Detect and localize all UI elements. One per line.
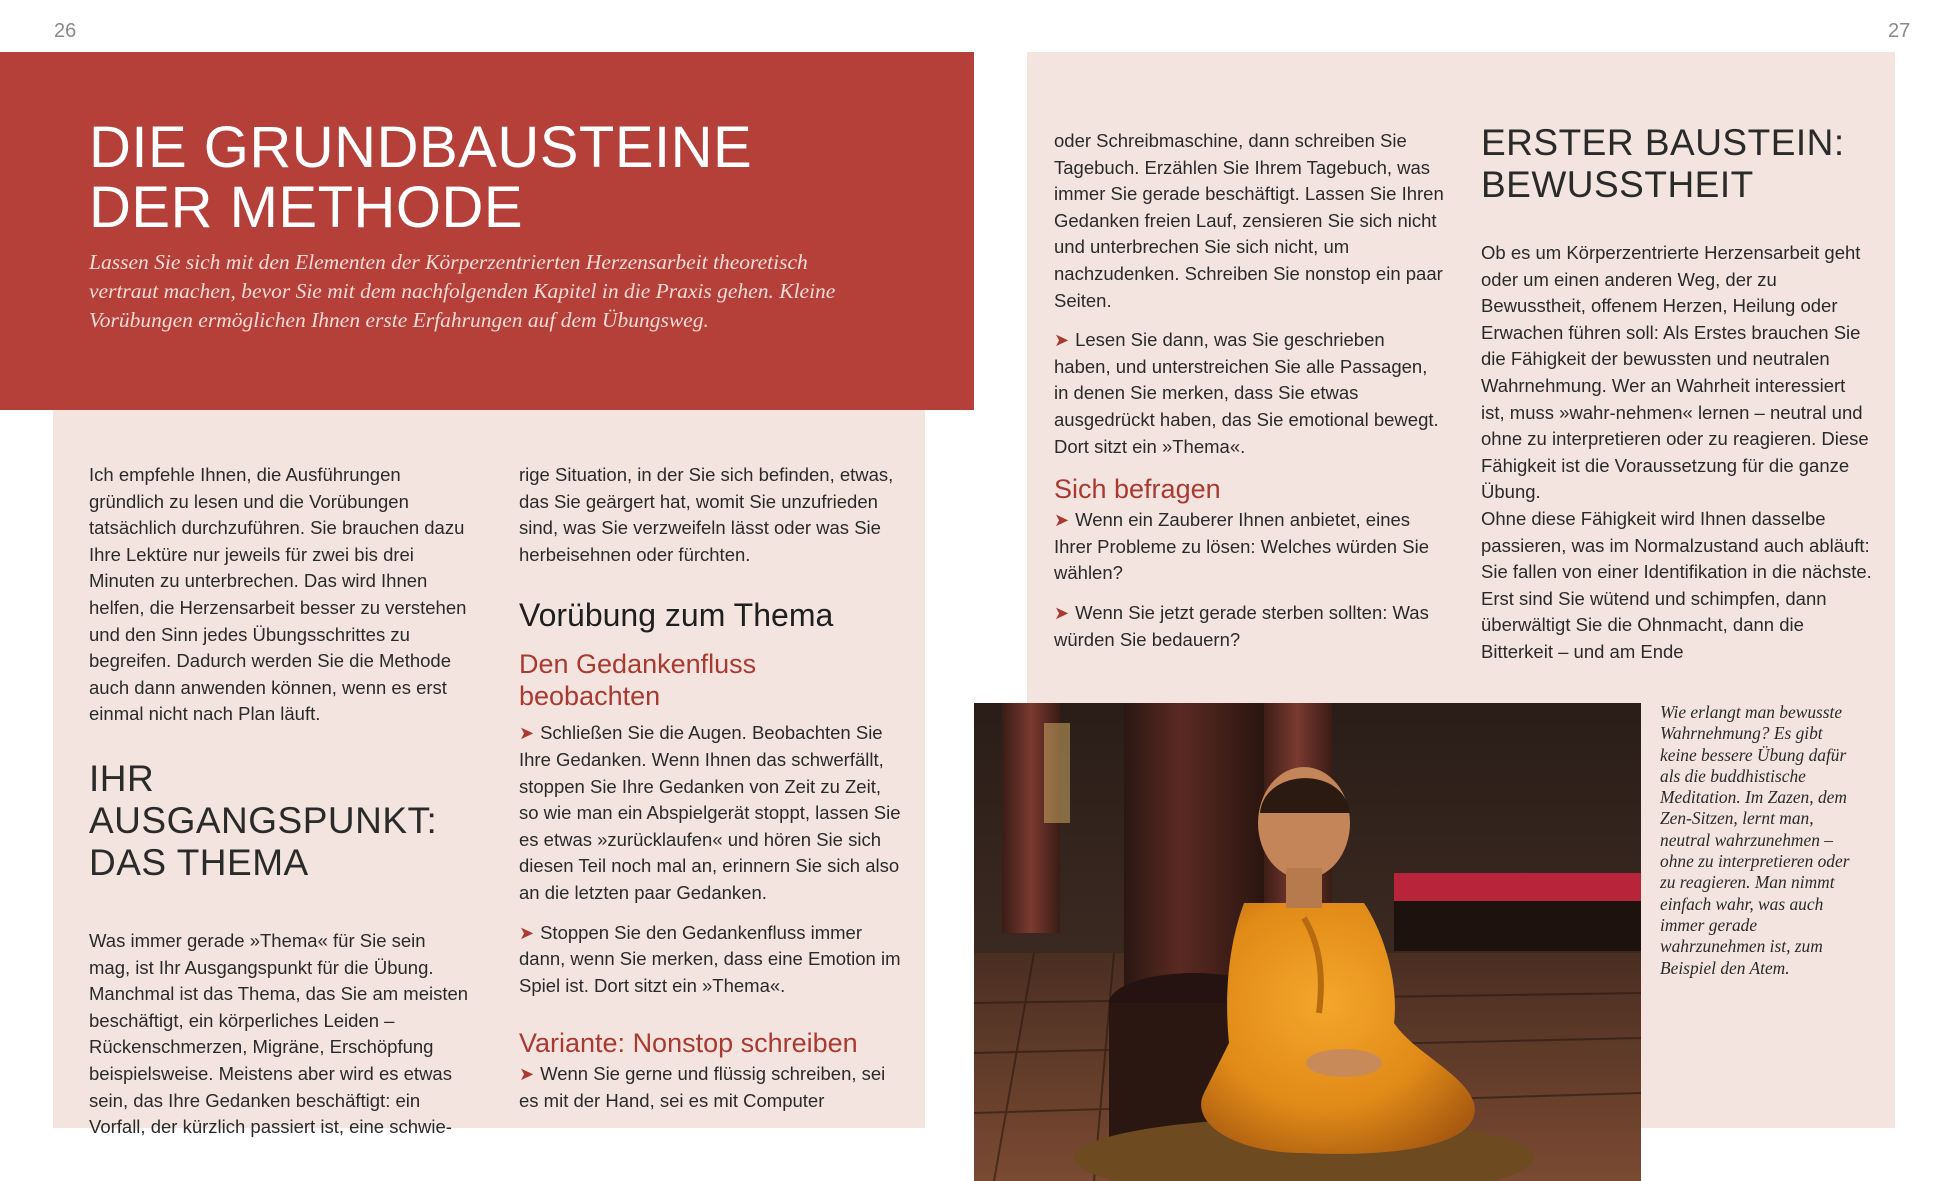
page-number-right: 27 (1888, 20, 1911, 42)
arrow-bullet-icon: ➤ (519, 922, 535, 943)
exercise-heading: Vorübung zum Thema (519, 597, 834, 634)
section-heading-bewusstheit (1481, 122, 1873, 206)
page-number-left: 26 (54, 20, 77, 42)
chapter-subtitle: Lassen Sie sich mit den Elementen der Körperzentrierten Herzensarbeit theoretisch vertraut machen, bevor Sie mit dem nachfolgenden Kapitel in die Praxis gehen. Kleine Vorübungen ermöglichen Ihnen erste Erfahrungen auf dem Übungsweg. (89, 250, 836, 332)
bullet-paragraph (519, 720, 903, 906)
bullet-paragraph (519, 1061, 903, 1114)
arrow-bullet-icon: ➤ (1054, 510, 1070, 531)
photo-caption: Wie erlangt man bewusste Wahrnehmung? Es gibt keine bessere Übung dafür als die buddhistische Meditation. Im Zazen, dem Zen-Sitzen, lernt man, neutral wahrzunehmen – ohne zu interpretieren oder zu reagieren. Man nimmt einfach wahr, was auch immer gerade wahrzunehmen ist, zum Beispiel den Atem. (1660, 702, 1850, 978)
exercise-subheading-befragen: Sich befragen (1054, 474, 1221, 505)
bullet-paragraph (519, 920, 903, 1000)
column-1 (89, 462, 471, 1141)
heading-line1: IHR AUSGANGSPUNKT: (89, 757, 438, 841)
bullet-text: Wenn Sie jetzt gerade sterben sollten: Was würden Sie bedauern? (1054, 601, 1429, 650)
chapter-title (89, 115, 889, 240)
meditating-monk-photo (974, 703, 1641, 1181)
thema-paragraph: Was immer gerade »Thema« für Sie sein mag, ist Ihr Ausgangspunkt für die Übung. Manchmal ist das Thema, das Sie am meisten beschäftigt, ein körperliches Leiden – Rückenschmerzen, Migräne, Erschöpfung beispielsweise. Meistens aber wird es etwas sein, das Ihre Gedanken beschäftigt: ein Vorfall, der kürzlich passiert ist, eine schwie- (89, 929, 469, 1138)
heading-line1: ERSTER BAUSTEIN: (1481, 122, 1845, 163)
exercise-subheading-1: Den Gedankenfluss beobachten (519, 649, 757, 712)
bullet-text: Wenn ein Zauberer Ihnen anbietet, eines Ihrer Probleme zu lösen: Welches würden Sie wählen? (1054, 509, 1429, 584)
arrow-bullet-icon: ➤ (1054, 602, 1070, 623)
bullet-text: Lesen Sie dann, was Sie geschrieben haben, und unterstreichen Sie alle Passagen, in denen Sie merken, dass Sie etwas ausgedrückt haben, das Sie emotional bewegt. Dort sitzt ein »Thema«. (1054, 329, 1439, 457)
bewusstheit-paragraph-2: Ohne diese Fähigkeit wird Ihnen dasselbe passieren, was im Normalzustand auch abläuft: Sie fallen von einer Identifikation in die nächste. Erst sind Sie wütend und schimpfen, dann überwältigt Sie die Ohnmacht, dann die Bitterkeit – und am Ende (1481, 507, 1872, 662)
bullet-paragraph (1054, 327, 1446, 460)
arrow-bullet-icon: ➤ (519, 1064, 535, 1085)
column-3 (1054, 128, 1446, 653)
intro-paragraph: Ich empfehle Ihnen, die Ausführungen gründlich zu lesen und die Vorübungen tatsächlich durchzuführen. Sie brauchen dazu Ihre Lektüre nur jeweils für zwei bis drei Minuten zu unterbrechen. Das wird Ihnen helfen, die Herzensarbeit besser zu verstehen und den Sinn jedes Übungsschrittes zu begreifen. Dadurch werden Sie die Methode auch dann anwenden können, wenn es erst einmal nicht nach Plan läuft. (89, 464, 467, 725)
bewusstheit-paragraph-1: Ob es um Körperzentrierte Herzensarbeit geht oder um einen anderen Weg, der zu Bewusstheit, offenem Herzen, Heilung oder Erwachen führen soll: Als Erstes brauchen Sie die Fähigkeit der bewussten und neutralen Wahrnehmung. Wer an Wahrheit interessiert ist, muss »wahr-nehmen« lernen – neutral und ohne zu interpretieren oder zu reagieren. Diese Fähigkeit ist die Voraussetzung für die ganze Übung. (1481, 242, 1869, 503)
bullet-text: Schließen Sie die Augen. Beobachten Sie Ihre Gedanken. Wenn Ihnen das schwerfällt, stoppen Sie Ihre Gedanken von Zeit zu Zeit, so wie man ein Abspielgerät stoppt, lassen Sie es etwas »zurücklaufen« und hören Sie sich diesen Teil noch mal an, erinnern Sie sich also an die letzten paar Gedanken. (519, 722, 901, 903)
chapter-title-line2: DER METHODE (89, 175, 524, 240)
heading-line2: BEWUSSTHEIT (1481, 164, 1754, 205)
column-2 (519, 462, 903, 1115)
heading-line2: DAS THEMA (89, 841, 309, 883)
bullet-paragraph (1054, 600, 1446, 653)
column-4 (1481, 122, 1873, 666)
bullet-text: Stoppen Sie den Gedankenfluss immer dann, wenn Sie merken, dass eine Emotion im Spiel ist. Dort sitzt ein »Thema«. (519, 921, 901, 996)
chapter-title-line1: DIE GRUNDBAUSTEINE (89, 115, 753, 180)
arrow-bullet-icon: ➤ (1054, 330, 1070, 351)
arrow-bullet-icon: ➤ (519, 723, 535, 744)
chapter-header-box (0, 52, 974, 410)
continuation-paragraph: oder Schreibmaschine, dann schreiben Sie Tagebuch. Erzählen Sie Ihrem Tagebuch, was immer Sie gerade beschäftigt. Lassen Sie Ihren Gedanken freien Lauf, zensieren Sie sich nicht und unterbrechen Sie sich nicht, um nachzudenken. Schreiben Sie nonstop ein paar Seiten. (1054, 130, 1444, 311)
bullet-text: Wenn Sie gerne und flüssig schreiben, sei es mit der Hand, sei es mit Computer (519, 1063, 886, 1111)
exercise-subheading-2: Variante: Nonstop schreiben (519, 1028, 858, 1059)
section-heading-ausgangspunkt (89, 758, 471, 884)
bullet-paragraph (1054, 507, 1446, 587)
continuation-paragraph: rige Situation, in der Sie sich befinden, etwas, das Sie geärgert hat, womit Sie unzufrieden sind, was Sie verzweifeln lässt oder was Sie herbeisehnen oder fürchten. (519, 464, 894, 565)
